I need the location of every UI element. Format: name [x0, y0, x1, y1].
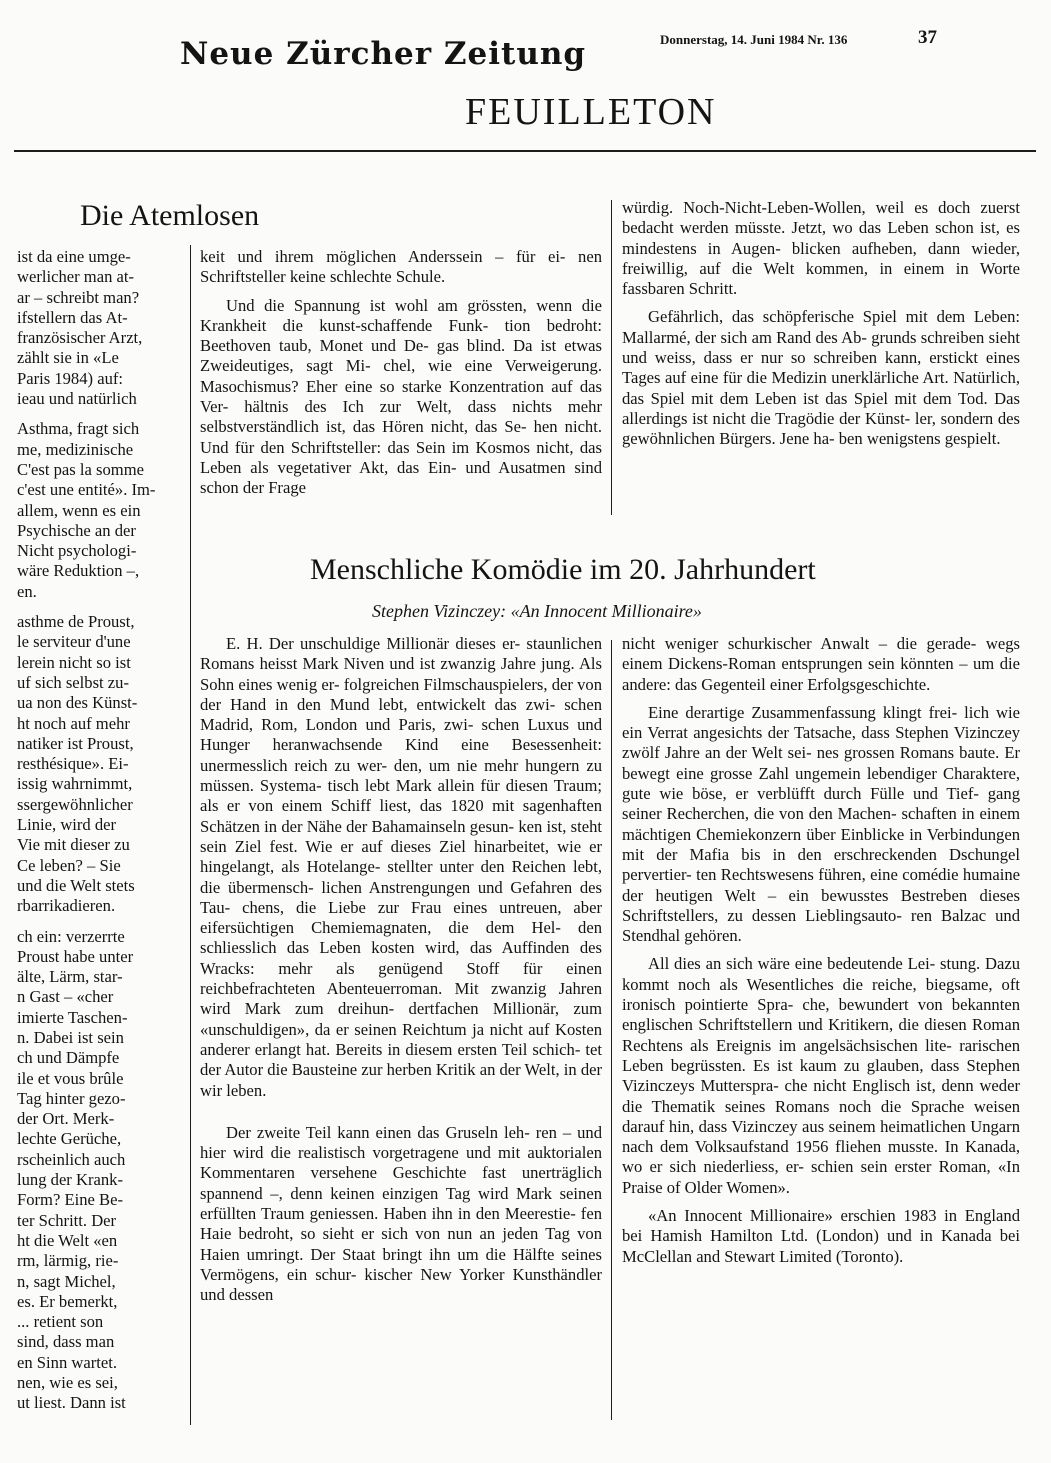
- text-fragment: ... retient son: [17, 1312, 104, 1332]
- masthead: Neue Zürcher Zeitung: [180, 36, 587, 72]
- text-fragment: es. Er bemerkt,: [17, 1291, 118, 1311]
- text-fragment: n Gast – «cher: [17, 987, 114, 1007]
- paragraph: Eine derartige Zusammenfassung klingt frei- lich wie ein Verrat angesichts der Tatsache, dass Stephen Vizinczey zwölf Jahre an der Welt sei- nes grossen Romans baute. Er bewegt eine grosse Zahl ungemein lebendiger Charaktere, gute wie böse, er verblüfft durch Fülle und Tief- gang seiner Recherchen, die von den Machen- schaften in einem mächtigen Chemiekonzern über Einblicke in Verbindungen mit der Mafia bis in den erschreckenden Dschungel pervertier- ten Rechtswesens führen, eine comédie humaine der heutigen Welt – ein bewusstes Bestreben dieses Schriftstellers, zu dessen Lieblingsauto- ren Balzac und Stendhal gehören.: [622, 702, 1020, 946]
- article2-right-column: [622, 634, 1020, 1267]
- text-fragment: französischer Arzt,: [17, 328, 143, 348]
- dateline: Donnerstag, 14. Juni 1984 Nr. 136: [660, 32, 848, 47]
- text-fragment: Tag hinter gezo-: [17, 1088, 126, 1108]
- text-fragment: ht noch auf mehr: [17, 713, 130, 733]
- text-fragment: n, sagt Michel,: [17, 1271, 116, 1291]
- text-fragment: uf sich selbst zu-: [17, 672, 129, 692]
- text-fragment: ist da eine umge-: [17, 247, 131, 266]
- text-fragment: lechte Gerüche,: [17, 1129, 122, 1149]
- paragraph: E. H. Der unschuldige Millionär dieses er- staunlichen Romans heisst Mark Niven und ist zwanzig Jahre jung. Als Sohn eines wenig er- folgreichen Filmschauspielers, der von der Hand in den Mund lebt, entwickelt das zwi- schen Madrid, Rom, London und Paris, zwi- schen Luxus und Hunger heranwachsende Kind eine Besessenheit: unermesslich reich zu wer- den, um nie mehr hungern zu müssen. Systema- tisch lebt Mark allein für diesen Traum; als er von einem Schiff liest, das 1820 mit sagenhaften Schätzen in der Nähe der Bahamainseln gesun- ken ist, steht sein Ziel fest. Wie er auf dieses Ziel hinarbeitet, wie er hingelangt, als Hotelange- stellter unter den Reichen lebt, die übermensch- lichen Anstrengungen und Gefahren des Tau- chens, die Liebe zur Frau eines untreuen, aber eifersüchtigen Chemiemagnaten, die dem Hel- den schliesslich das Leben kosten wird, das Auffinden des Wracks: mehr als genügend Stoff für einen reichbefrachteten Abenteuerroman. Mit zwanzig Jahren wird Mark zum dreihun- dertfachen Millionär, zum «unschuldigen», da er seinen Reichtum ja nicht auf Kosten anderer erlangt hat. Bereits in diesem ersten Teil schich- tet der Autor die Bausteine zur herben Kritik an der Welt, in der wir leben.: [200, 634, 603, 1100]
- text-fragment: älte, Lärm, star-: [17, 967, 123, 987]
- article1-middle-column: [200, 247, 602, 499]
- text-fragment: lung der Krank-: [17, 1170, 123, 1190]
- column-divider: [190, 245, 191, 1425]
- text-fragment: Linie, wird der: [17, 815, 117, 835]
- text-fragment: Ce leben? – Sie: [17, 855, 121, 875]
- section-title: FEUILLETON: [465, 91, 717, 133]
- text-fragment: Form? Eine Be-: [17, 1190, 123, 1210]
- text-fragment: ssergewöhnlicher: [17, 794, 133, 814]
- text-fragment: ht die Welt «en: [17, 1230, 118, 1250]
- text-fragment: zählt sie in «Le: [17, 348, 119, 368]
- paragraph: nicht weniger schurkischer Anwalt – die gerade- wegs einem Dickens-Roman entsprungen sein könnten – um die andere: das Gegenteil einer Erfolgsgeschichte.: [622, 634, 1020, 694]
- text-fragment: ile et vous brûle: [17, 1068, 124, 1088]
- text-fragment: n. Dabei ist sein: [17, 1027, 124, 1047]
- text-fragment: ch ein: verzerrte: [17, 926, 125, 946]
- text-fragment: Psychische an der: [17, 520, 136, 540]
- paragraph: Gefährlich, das schöpferische Spiel mit dem Leben: Mallarmé, der sich am Rand des Ab- grunds schreiben sieht und weiss, dass er nur so schreiben kann, erstickt eines Tages auf eine für die Medizin unerklärliche Art. Natürlich, das Spiel mit dem Leben ist das Spiel mit dem Tod. Das allerdings ist nicht die Tragödie der Künst- ler, sondern des gewöhnlichen Bürgers. Jene ha- ben wenigstens gespielt.: [622, 307, 1020, 449]
- text-fragment: issig wahrnimmt,: [17, 774, 133, 794]
- text-fragment: c'est une entité». Im-: [17, 480, 156, 500]
- article2-left-column: [200, 634, 602, 1306]
- text-fragment: asthme de Proust,: [17, 612, 135, 632]
- text-fragment: lerein nicht so ist: [17, 652, 131, 672]
- paragraph: keit und ihrem möglichen Anderssein – für ei- nen Schriftsteller keine schlechte Schule.: [200, 247, 602, 287]
- article1-left-column: [17, 247, 187, 1447]
- text-fragment: ut liest. Dann ist: [17, 1393, 126, 1413]
- text-fragment: Proust habe unter: [17, 946, 134, 966]
- column-divider: [611, 200, 612, 515]
- article1-right-column: [622, 198, 1020, 450]
- text-fragment: werlicher man at-: [17, 267, 135, 287]
- text-fragment: ter Schritt. Der: [17, 1210, 117, 1230]
- text-fragment: allem, wenn es ein: [17, 500, 141, 520]
- text-fragment: resthésique». Ei-: [17, 754, 129, 774]
- paragraph: Und die Spannung ist wohl am grössten, wenn die Krankheit die kunst-schaffende Funk- tion bedroht: Beethoven taub, Monet und De- gas blind. Da ist etwas Zweideutiges, sagt Mi- chel, wie eine Verweigerung. Masochismus? Eher eine so starke Konzentration auf das Ver- hältnis des Ich zur Welt, dass nichts mehr selbstverständlich ist, das Hören nicht, das Se- hen nicht. Und für den Schriftsteller: das Sein im Kosmos nicht, das Leben als vegetativer Akt, das Ein- und Ausatmen sind schon der Frage: [200, 295, 602, 498]
- text-fragment: C'est pas la somme: [17, 459, 144, 479]
- text-fragment: en Sinn wartet.: [17, 1352, 118, 1372]
- text-fragment: ua non des Künst-: [17, 693, 138, 713]
- text-fragment: ifstellern das At-: [17, 307, 128, 327]
- article1-title: Die Atemlosen: [80, 199, 260, 232]
- text-fragment: rm, lärmig, rie-: [17, 1251, 119, 1271]
- paragraph: Der zweite Teil kann einen das Gruseln leh- ren – und hier wird die realistisch vorgetragene und mit auktorialen Kommentaren versehene Geschichte fast unerträglich spannend –, denn keinen einzigen Tag wird Mark seinen erfüllten Traum geniessen. Haben ihn in den Meerestie- fen Haie bedroht, so sieht er sich von nun an jeden Tag von Haien umringt. Der Staat bringt ihn um die Hälfte seines Vermögens, ein schur- kischer New Yorker Kunsthändler und dessen: [200, 1122, 602, 1305]
- text-fragment: le serviteur d'une: [17, 632, 131, 652]
- text-fragment: [17, 917, 187, 927]
- text-fragment: rbarrikadieren.: [17, 896, 116, 916]
- text-fragment: Asthma, fragt sich: [17, 419, 140, 439]
- paragraph: All dies an sich wäre eine bedeutende Lei- stung. Dazu kommt noch als Wesentliches die reiche, biegsame, oft ironisch pointierte Spra- che, bewundert von bekannten englischen Schriftstellern und Kritikern, die diesen Roman Rechtens als Ereignis im angelsächsischen lite- rarischen Leben begrüssten. Es ist kaum zu glauben, dass Stephen Vizinczeys Mutterspra- che nicht Englisch ist, denn weder die Thematik seines Romans noch die Sprache weisen darauf hin, dass Vizinczey aus seinem heimatlichen Ungarn nach dem Volksaufstand 1956 fliehen musste. In Kanada, wo er sich niederliess, er- schien sein erster Roman, «In Praise of Older Women».: [622, 954, 1020, 1197]
- text-fragment: natiker ist Proust,: [17, 733, 134, 753]
- column-divider: [611, 640, 612, 1420]
- article2-subtitle: Stephen Vizinczey: «An Innocent Millionaire»: [372, 601, 702, 621]
- text-fragment: me, medizinische: [17, 439, 134, 459]
- text-fragment: Vie mit dieser zu: [17, 835, 130, 855]
- text-fragment: sind, dass man: [17, 1332, 115, 1352]
- text-fragment: Nicht psychologi-: [17, 541, 137, 561]
- text-fragment: en.: [17, 581, 37, 601]
- paragraph: «An Innocent Millionaire» erschien 1983 in England bei Hamish Hamilton Ltd. (London) und in Kanada bei McClellan and Stewart Limited (Toronto).: [622, 1206, 1020, 1266]
- text-fragment: ch und Dämpfe: [17, 1048, 120, 1068]
- text-fragment: Paris 1984) auf:: [17, 368, 123, 388]
- text-fragment: [17, 602, 187, 612]
- text-fragment: ieau und natürlich: [17, 389, 137, 409]
- page-number: 37: [918, 27, 937, 48]
- article2-title: Menschliche Komödie im 20. Jahrhundert: [310, 553, 816, 586]
- text-fragment: imierte Taschen-: [17, 1007, 128, 1027]
- text-fragment: nen, wie es sei,: [17, 1373, 118, 1393]
- text-fragment: [17, 409, 187, 419]
- text-fragment: der Ort. Merk-: [17, 1109, 115, 1129]
- text-fragment: rscheinlich auch: [17, 1149, 126, 1169]
- header-rule: [14, 150, 1036, 152]
- paragraph: würdig. Noch-Nicht-Leben-Wollen, weil es doch zuerst bedacht werden müsste. Jetzt, wo das Leben schon ist, es mindestens in Augen- blicken aufheben, dann wieder, freiwillig, auf die Welt kommen, in einem in Worte fassbaren Schritt.: [622, 198, 1020, 299]
- text-fragment: und die Welt stets: [17, 875, 135, 895]
- text-fragment: wäre Reduktion –,: [17, 561, 140, 581]
- text-fragment: ar – schreibt man?: [17, 287, 140, 307]
